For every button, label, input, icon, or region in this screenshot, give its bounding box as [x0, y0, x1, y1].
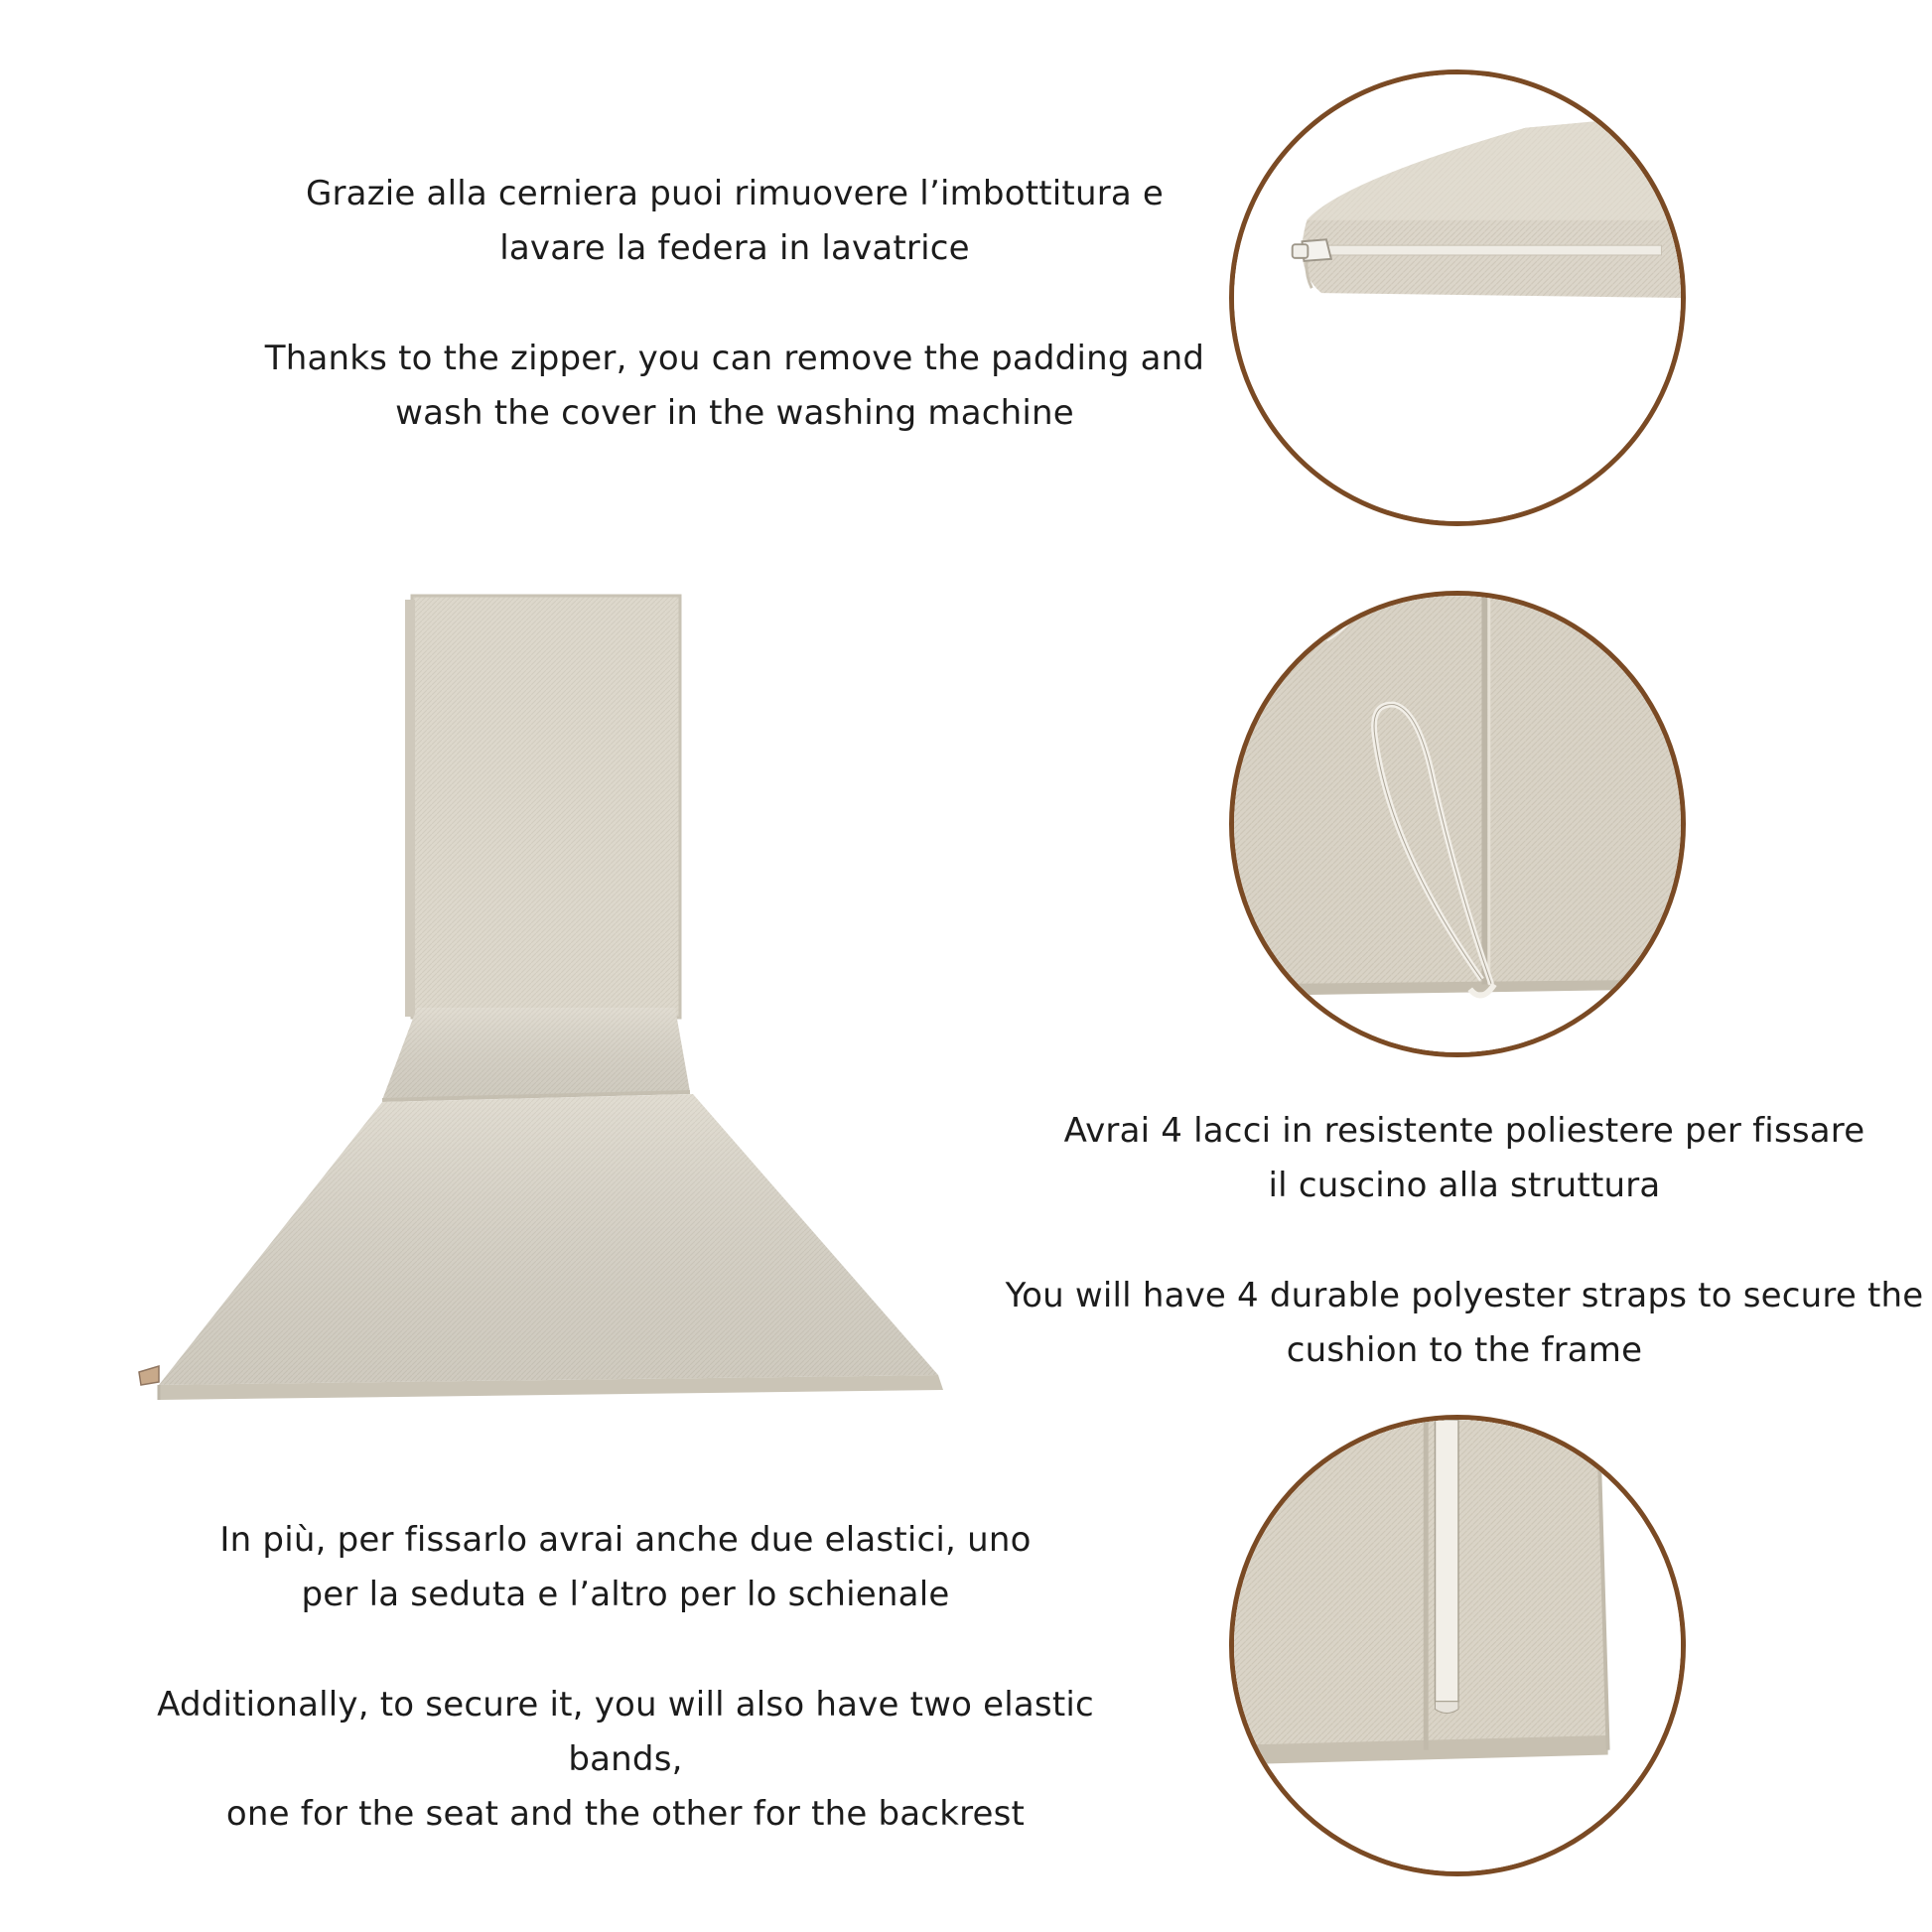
straps-description [1003, 1104, 1926, 1378]
zipper-text-en-line1: Thanks to the zipper, you can remove the padding and [264, 339, 1205, 378]
zipper-detail-circle [1229, 69, 1686, 526]
elastic-band-closeup-image [1234, 1420, 1681, 1871]
elastic-text-en-line2: one for the seat and the other for the backrest [225, 1794, 1026, 1834]
zipper-closeup-image [1234, 74, 1681, 521]
strap-detail-circle [1229, 591, 1686, 1057]
straps-text-en-line1: You will have 4 durable polyester straps to secure the [1005, 1276, 1924, 1315]
strap-closeup-image [1234, 596, 1681, 1052]
zipper-description [258, 167, 1211, 441]
straps-text-it-line2: il cuscino alla struttura [1268, 1166, 1661, 1205]
elastic-text-en-line1: Additionally, to secure it, you will also have two elastic bands, [157, 1685, 1094, 1779]
zipper-text-en-line2: wash the cover in the washing machine [395, 393, 1074, 433]
elastic-detail-circle [1229, 1415, 1686, 1876]
elastic-text-it-line2: per la seduta e l’altro per lo schienale [301, 1575, 950, 1614]
sun-lounger-cushion-image [119, 576, 963, 1430]
zipper-text-it-line1: Grazie alla cerniera puoi rimuovere l’imbottitura e [305, 174, 1165, 213]
zipper-text-it-line2: lavare la federa in lavatrice [499, 228, 970, 268]
straps-text-it-line1: Avrai 4 lacci in resistente poliestere per fissare [1063, 1111, 1865, 1151]
elastic-text-it-line1: In più, per fissarlo avrai anche due elastici, uno [219, 1520, 1032, 1560]
elastic-description [129, 1513, 1122, 1842]
straps-text-en-line2: cushion to the frame [1286, 1330, 1643, 1370]
